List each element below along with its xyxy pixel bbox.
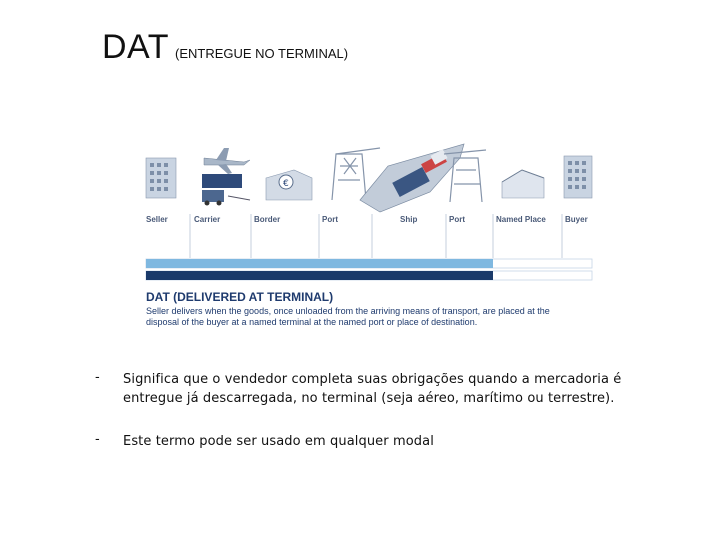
train-truck-icon <box>202 174 250 206</box>
stage-label-buyer: Buyer <box>565 215 588 224</box>
slide-title <box>102 28 348 67</box>
incoterm-diagram <box>144 140 596 332</box>
customs-border-icon <box>266 170 312 200</box>
stage-label-seller: Seller <box>146 215 168 224</box>
bullet-list <box>95 370 685 475</box>
svg-text:€: € <box>283 179 289 189</box>
stage-label-carrier: Carrier <box>194 215 221 224</box>
bullet-item <box>95 432 685 451</box>
title-subtitle: (ENTREGUE NO TERMINAL) <box>174 46 349 61</box>
building-seller-icon <box>146 158 176 198</box>
diagram-heading: DAT (DELIVERED AT TERMINAL) <box>146 290 334 304</box>
title-main: DAT <box>102 28 169 66</box>
stage-label-port-destination: Port <box>449 215 465 224</box>
risk-bar-seller <box>146 259 493 268</box>
stage-label-border: Border <box>254 215 281 224</box>
diagram-caption: Seller delivers when the goods, once unloaded from the arriving means of transport, are placed at the disposal of the buyer at a named terminal at the named port or place of destination. <box>146 306 550 327</box>
building-buyer-icon <box>564 156 592 198</box>
ship-icon <box>360 144 464 212</box>
stage-label-port-origin: Port <box>322 215 338 224</box>
warehouse-named-place-icon <box>502 170 544 198</box>
bullet-text: Este termo pode ser usado em qualquer modal <box>123 434 434 449</box>
bullet-dash: - <box>95 432 100 447</box>
bullet-dash: - <box>95 370 100 385</box>
cost-bar-seller <box>146 271 493 280</box>
stage-label-ship: Ship <box>400 215 418 224</box>
stage-label-named-place: Named Place <box>496 215 546 224</box>
airplane-icon <box>204 148 250 174</box>
bullet-item <box>95 370 685 408</box>
bullet-text: Significa que o vendedor completa suas obrigações quando a mercadoria é entregue já descarregada, no terminal (seja aéreo, marítimo ou terrestre). <box>123 372 622 406</box>
